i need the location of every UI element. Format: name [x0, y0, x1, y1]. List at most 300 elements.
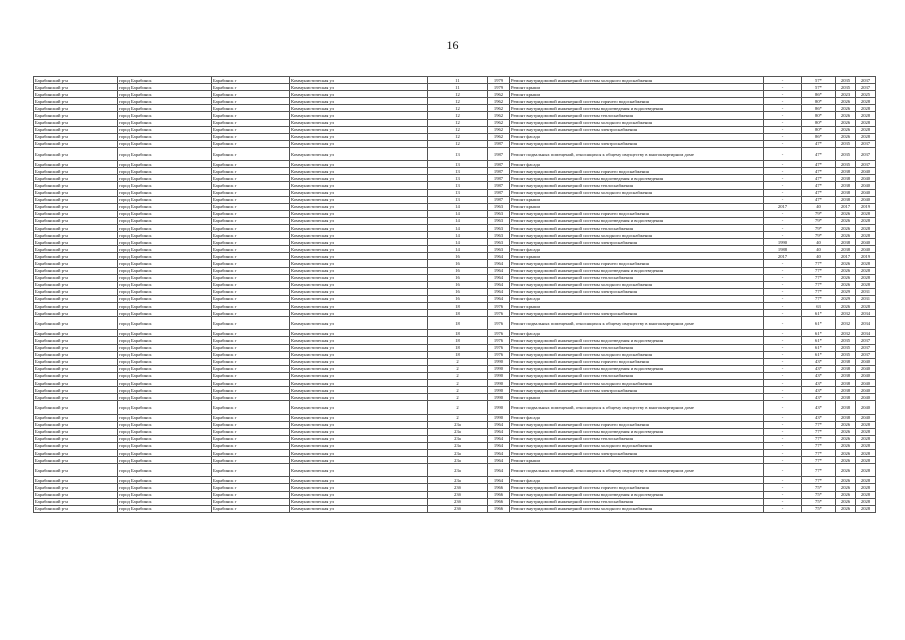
end-year-cell: 2028 — [856, 491, 876, 498]
municipality-cell: город Барабинск — [118, 351, 212, 358]
end-year-cell: 2028 — [856, 217, 876, 224]
work-type-cell: Ремонт внутридомовой инженерной системы водоотведения и водоотведения — [510, 337, 764, 344]
municipality-cell: город Барабинск — [118, 330, 212, 337]
end-year-cell: 2040 — [856, 189, 876, 196]
settlement-cell: Барабинск г — [212, 84, 290, 91]
district-cell: Барабинский р-н — [34, 98, 118, 105]
build-year-cell: 1963 — [488, 224, 510, 231]
last-repair-year-cell: - — [764, 449, 802, 456]
last-repair-year-cell: - — [764, 428, 802, 435]
last-repair-year-cell: - — [764, 224, 802, 231]
table-row — [34, 330, 876, 337]
district-cell: Барабинский р-н — [34, 288, 118, 295]
work-type-cell: Ремонт крыши — [510, 91, 764, 98]
street-cell: Коммунистическая ул — [290, 182, 428, 189]
municipality-cell: город Барабинск — [118, 387, 212, 394]
build-year-cell: 1962 — [488, 126, 510, 133]
table-row — [34, 232, 876, 239]
build-year-cell: 1963 — [488, 203, 510, 210]
district-cell: Барабинский р-н — [34, 267, 118, 274]
build-year-cell: 1976 — [488, 344, 510, 351]
district-cell: Барабинский р-н — [34, 189, 118, 196]
district-cell: Барабинский р-н — [34, 217, 118, 224]
municipality-cell: город Барабинск — [118, 401, 212, 414]
district-cell: Барабинский р-н — [34, 330, 118, 337]
start-year-cell: 2035 — [836, 344, 856, 351]
build-year-cell: 1963 — [488, 232, 510, 239]
wear-cell: 86* — [802, 133, 836, 140]
end-year-cell: 2028 — [856, 126, 876, 133]
build-year-cell: 1987 — [488, 140, 510, 147]
wear-cell: 43* — [802, 365, 836, 372]
last-repair-year-cell: - — [764, 267, 802, 274]
house-number-cell: 23а — [428, 464, 488, 477]
house-number-cell: 2 — [428, 365, 488, 372]
end-year-cell: 2037 — [856, 147, 876, 160]
table-row — [34, 147, 876, 160]
start-year-cell: 2026 — [836, 449, 856, 456]
last-repair-year-cell: - — [764, 260, 802, 267]
end-year-cell: 2028 — [856, 232, 876, 239]
end-year-cell: 2040 — [856, 358, 876, 365]
table-row — [34, 175, 876, 182]
start-year-cell: 2038 — [836, 168, 856, 175]
work-type-cell: Ремонт внутридомовой инженерной системы теплоснабжения — [510, 112, 764, 119]
last-repair-year-cell: - — [764, 344, 802, 351]
table-row — [34, 224, 876, 231]
street-cell: Коммунистическая ул — [290, 253, 428, 260]
end-year-cell: 2040 — [856, 246, 876, 253]
work-type-cell: Ремонт внутридомовой инженерной системы холодного водоснабжения — [510, 119, 764, 126]
table-row — [34, 394, 876, 401]
house-number-cell: 12 — [428, 133, 488, 140]
street-cell: Коммунистическая ул — [290, 310, 428, 317]
settlement-cell: Барабинск г — [212, 182, 290, 189]
table-row — [34, 449, 876, 456]
table-row — [34, 189, 876, 196]
build-year-cell: 1987 — [488, 168, 510, 175]
table-row — [34, 457, 876, 464]
work-type-cell: Ремонт внутридомовой инженерной системы теплоснабжения — [510, 435, 764, 442]
end-year-cell: 2040 — [856, 175, 876, 182]
street-cell: Коммунистическая ул — [290, 491, 428, 498]
last-repair-year-cell: - — [764, 295, 802, 302]
wear-cell: 80* — [802, 112, 836, 119]
wear-cell: 43* — [802, 358, 836, 365]
last-repair-year-cell: - — [764, 161, 802, 168]
settlement-cell: Барабинск г — [212, 217, 290, 224]
end-year-cell: 2028 — [856, 267, 876, 274]
last-repair-year-cell: - — [764, 168, 802, 175]
start-year-cell: 2026 — [836, 435, 856, 442]
work-type-cell: Ремонт внутридомовой инженерной системы электроснабжения — [510, 387, 764, 394]
settlement-cell: Барабинск г — [212, 317, 290, 330]
wear-cell: 86* — [802, 105, 836, 112]
start-year-cell: 2026 — [836, 442, 856, 449]
table-row — [34, 161, 876, 168]
district-cell: Барабинский р-н — [34, 310, 118, 317]
end-year-cell: 2040 — [856, 365, 876, 372]
district-cell: Барабинский р-н — [34, 428, 118, 435]
district-cell: Барабинский р-н — [34, 457, 118, 464]
municipality-cell: город Барабинск — [118, 133, 212, 140]
house-number-cell: 23а — [428, 421, 488, 428]
wear-cell: 47* — [802, 147, 836, 160]
last-repair-year-cell: - — [764, 288, 802, 295]
district-cell: Барабинский р-н — [34, 484, 118, 491]
street-cell: Коммунистическая ул — [290, 428, 428, 435]
municipality-cell: город Барабинск — [118, 337, 212, 344]
start-year-cell: 2026 — [836, 260, 856, 267]
work-type-cell: Ремонт подвальных помещений, относящихся к общему имуществу в многоквартирном доме — [510, 401, 764, 414]
house-number-cell: 13 — [428, 168, 488, 175]
build-year-cell: 1963 — [488, 239, 510, 246]
settlement-cell: Барабинск г — [212, 428, 290, 435]
build-year-cell: 1964 — [488, 267, 510, 274]
house-number-cell: 11 — [428, 77, 488, 84]
build-year-cell: 1962 — [488, 105, 510, 112]
work-type-cell: Ремонт внутридомовой инженерной системы горячего водоснабжения — [510, 358, 764, 365]
street-cell: Коммунистическая ул — [290, 442, 428, 449]
district-cell: Барабинский р-н — [34, 260, 118, 267]
end-year-cell: 2040 — [856, 182, 876, 189]
street-cell: Коммунистическая ул — [290, 260, 428, 267]
last-repair-year-cell: - — [764, 477, 802, 484]
house-number-cell: 23б — [428, 498, 488, 505]
house-number-cell: 16 — [428, 260, 488, 267]
municipality-cell: город Барабинск — [118, 394, 212, 401]
end-year-cell: 2040 — [856, 414, 876, 421]
last-repair-year-cell: - — [764, 91, 802, 98]
build-year-cell: 1963 — [488, 217, 510, 224]
end-year-cell: 2028 — [856, 428, 876, 435]
district-cell: Барабинский р-н — [34, 281, 118, 288]
table-row — [34, 196, 876, 203]
wear-cell: 77* — [802, 288, 836, 295]
municipality-cell: город Барабинск — [118, 239, 212, 246]
end-year-cell: 2031 — [856, 295, 876, 302]
end-year-cell: 2028 — [856, 260, 876, 267]
house-number-cell: 16 — [428, 288, 488, 295]
wear-cell: 77* — [802, 449, 836, 456]
work-type-cell: Ремонт внутридомовой инженерной системы холодного водоснабжения — [510, 380, 764, 387]
build-year-cell: 1987 — [488, 189, 510, 196]
municipality-cell: город Барабинск — [118, 126, 212, 133]
last-repair-year-cell: - — [764, 310, 802, 317]
work-type-cell: Ремонт фасада — [510, 414, 764, 421]
district-cell: Барабинский р-н — [34, 203, 118, 210]
table-row — [34, 210, 876, 217]
wear-cell: 77* — [802, 428, 836, 435]
wear-cell: 77* — [802, 435, 836, 442]
municipality-cell: город Барабинск — [118, 435, 212, 442]
street-cell: Коммунистическая ул — [290, 91, 428, 98]
municipality-cell: город Барабинск — [118, 303, 212, 310]
table-row — [34, 288, 876, 295]
street-cell: Коммунистическая ул — [290, 372, 428, 379]
work-type-cell: Ремонт внутридомовой инженерной системы водоотведения и водоотведения — [510, 175, 764, 182]
build-year-cell: 1990 — [488, 387, 510, 394]
street-cell: Коммунистическая ул — [290, 267, 428, 274]
wear-cell: 43* — [802, 414, 836, 421]
municipality-cell: город Барабинск — [118, 380, 212, 387]
build-year-cell: 1963 — [488, 210, 510, 217]
settlement-cell: Барабинск г — [212, 414, 290, 421]
wear-cell: 77* — [802, 464, 836, 477]
house-number-cell: 13 — [428, 196, 488, 203]
last-repair-year-cell: - — [764, 484, 802, 491]
house-number-cell: 2 — [428, 394, 488, 401]
last-repair-year-cell: - — [764, 505, 802, 512]
build-year-cell: 1987 — [488, 196, 510, 203]
start-year-cell: 2038 — [836, 372, 856, 379]
last-repair-year-cell: - — [764, 380, 802, 387]
district-cell: Барабинский р-н — [34, 274, 118, 281]
end-year-cell: 2028 — [856, 105, 876, 112]
last-repair-year-cell: - — [764, 358, 802, 365]
work-type-cell: Ремонт внутридомовой инженерной системы холодного водоснабжения — [510, 505, 764, 512]
wear-cell: 57* — [802, 84, 836, 91]
street-cell: Коммунистическая ул — [290, 337, 428, 344]
last-repair-year-cell: - — [764, 232, 802, 239]
start-year-cell: 2026 — [836, 421, 856, 428]
settlement-cell: Барабинск г — [212, 232, 290, 239]
end-year-cell: 2037 — [856, 77, 876, 84]
house-number-cell: 23б — [428, 505, 488, 512]
settlement-cell: Барабинск г — [212, 112, 290, 119]
table-row — [34, 133, 876, 140]
build-year-cell: 1966 — [488, 484, 510, 491]
district-cell: Барабинский р-н — [34, 505, 118, 512]
last-repair-year-cell: - — [764, 372, 802, 379]
street-cell: Коммунистическая ул — [290, 457, 428, 464]
table-row — [34, 140, 876, 147]
last-repair-year-cell: - — [764, 175, 802, 182]
build-year-cell: 1990 — [488, 372, 510, 379]
start-year-cell: 2038 — [836, 401, 856, 414]
build-year-cell: 1962 — [488, 119, 510, 126]
settlement-cell: Барабинск г — [212, 358, 290, 365]
house-number-cell: 12 — [428, 112, 488, 119]
table-row — [34, 498, 876, 505]
street-cell: Коммунистическая ул — [290, 210, 428, 217]
municipality-cell: город Барабинск — [118, 175, 212, 182]
district-cell: Барабинский р-н — [34, 477, 118, 484]
start-year-cell: 2017 — [836, 253, 856, 260]
house-number-cell: 14 — [428, 224, 488, 231]
last-repair-year-cell: 2017 — [764, 203, 802, 210]
municipality-cell: город Барабинск — [118, 182, 212, 189]
last-repair-year-cell: - — [764, 140, 802, 147]
table-row — [34, 435, 876, 442]
municipality-cell: город Барабинск — [118, 161, 212, 168]
district-cell: Барабинский р-н — [34, 394, 118, 401]
table-row — [34, 203, 876, 210]
last-repair-year-cell: - — [764, 330, 802, 337]
settlement-cell: Барабинск г — [212, 253, 290, 260]
settlement-cell: Барабинск г — [212, 168, 290, 175]
municipality-cell: город Барабинск — [118, 232, 212, 239]
house-number-cell: 14 — [428, 232, 488, 239]
work-type-cell: Ремонт фасада — [510, 133, 764, 140]
build-year-cell: 1964 — [488, 435, 510, 442]
house-number-cell: 18 — [428, 344, 488, 351]
start-year-cell: 2026 — [836, 457, 856, 464]
table-row — [34, 105, 876, 112]
district-cell: Барабинский р-н — [34, 77, 118, 84]
house-number-cell: 13 — [428, 189, 488, 196]
wear-cell: 75* — [802, 498, 836, 505]
start-year-cell: 2038 — [836, 414, 856, 421]
municipality-cell: город Барабинск — [118, 267, 212, 274]
start-year-cell: 2026 — [836, 126, 856, 133]
municipality-cell: город Барабинск — [118, 189, 212, 196]
house-number-cell: 2 — [428, 414, 488, 421]
wear-cell: 77* — [802, 295, 836, 302]
table-row — [34, 281, 876, 288]
district-cell: Барабинский р-н — [34, 224, 118, 231]
wear-cell: 77* — [802, 274, 836, 281]
house-number-cell: 23а — [428, 428, 488, 435]
district-cell: Барабинский р-н — [34, 421, 118, 428]
last-repair-year-cell: - — [764, 394, 802, 401]
end-year-cell: 2028 — [856, 133, 876, 140]
work-type-cell: Ремонт фасада — [510, 295, 764, 302]
municipality-cell: город Барабинск — [118, 288, 212, 295]
end-year-cell: 2034 — [856, 310, 876, 317]
municipality-cell: город Барабинск — [118, 98, 212, 105]
work-type-cell: Ремонт внутридомовой инженерной системы холодного водоснабжения — [510, 77, 764, 84]
district-cell: Барабинский р-н — [34, 414, 118, 421]
last-repair-year-cell: 1990 — [764, 239, 802, 246]
street-cell: Коммунистическая ул — [290, 449, 428, 456]
district-cell: Барабинский р-н — [34, 253, 118, 260]
district-cell: Барабинский р-н — [34, 387, 118, 394]
settlement-cell: Барабинск г — [212, 442, 290, 449]
street-cell: Коммунистическая ул — [290, 421, 428, 428]
work-type-cell: Ремонт внутридомовой инженерной системы теплоснабжения — [510, 182, 764, 189]
wear-cell: 61* — [802, 317, 836, 330]
settlement-cell: Барабинск г — [212, 288, 290, 295]
end-year-cell: 2028 — [856, 505, 876, 512]
settlement-cell: Барабинск г — [212, 98, 290, 105]
end-year-cell: 2034 — [856, 330, 876, 337]
street-cell: Коммунистическая ул — [290, 112, 428, 119]
street-cell: Коммунистическая ул — [290, 358, 428, 365]
page-number: 16 — [446, 38, 459, 52]
street-cell: Коммунистическая ул — [290, 435, 428, 442]
street-cell: Коммунистическая ул — [290, 119, 428, 126]
table-row — [34, 421, 876, 428]
wear-cell: 61* — [802, 344, 836, 351]
build-year-cell: 1966 — [488, 498, 510, 505]
table-row — [34, 387, 876, 394]
district-cell: Барабинский р-н — [34, 317, 118, 330]
end-year-cell: 2034 — [856, 317, 876, 330]
work-type-cell: Ремонт внутридомовой инженерной системы водоотведения и водоотведения — [510, 428, 764, 435]
settlement-cell: Барабинск г — [212, 464, 290, 477]
street-cell: Коммунистическая ул — [290, 105, 428, 112]
build-year-cell: 1979 — [488, 77, 510, 84]
work-type-cell: Ремонт крыши — [510, 303, 764, 310]
wear-cell: 79* — [802, 232, 836, 239]
street-cell: Коммунистическая ул — [290, 203, 428, 210]
build-year-cell: 1976 — [488, 303, 510, 310]
build-year-cell: 1976 — [488, 337, 510, 344]
build-year-cell: 1976 — [488, 330, 510, 337]
house-number-cell: 13 — [428, 161, 488, 168]
municipality-cell: город Барабинск — [118, 246, 212, 253]
municipality-cell: город Барабинск — [118, 84, 212, 91]
settlement-cell: Барабинск г — [212, 246, 290, 253]
municipality-cell: город Барабинск — [118, 105, 212, 112]
house-number-cell: 18 — [428, 337, 488, 344]
street-cell: Коммунистическая ул — [290, 77, 428, 84]
build-year-cell: 1990 — [488, 358, 510, 365]
house-number-cell: 23а — [428, 477, 488, 484]
end-year-cell: 2028 — [856, 119, 876, 126]
settlement-cell: Барабинск г — [212, 344, 290, 351]
street-cell: Коммунистическая ул — [290, 330, 428, 337]
work-type-cell: Ремонт внутридомовой инженерной системы холодного водоснабжения — [510, 281, 764, 288]
start-year-cell: 2026 — [836, 133, 856, 140]
municipality-cell: город Барабинск — [118, 449, 212, 456]
end-year-cell: 2040 — [856, 380, 876, 387]
capital-repair-table — [33, 76, 876, 513]
work-type-cell: Ремонт внутридомовой инженерной системы холодного водоснабжения — [510, 189, 764, 196]
district-cell: Барабинский р-н — [34, 365, 118, 372]
last-repair-year-cell: - — [764, 274, 802, 281]
district-cell: Барабинский р-н — [34, 168, 118, 175]
district-cell: Барабинский р-н — [34, 491, 118, 498]
build-year-cell: 1987 — [488, 147, 510, 160]
municipality-cell: город Барабинск — [118, 317, 212, 330]
work-type-cell: Ремонт подвальных помещений, относящихся к общему имуществу в многоквартирном доме — [510, 464, 764, 477]
table-row — [34, 428, 876, 435]
last-repair-year-cell: - — [764, 464, 802, 477]
work-type-cell: Ремонт фасада — [510, 246, 764, 253]
work-type-cell: Ремонт внутридомовой инженерной системы горячего водоснабжения — [510, 98, 764, 105]
settlement-cell: Барабинск г — [212, 380, 290, 387]
build-year-cell: 1990 — [488, 394, 510, 401]
wear-cell: 47* — [802, 196, 836, 203]
settlement-cell: Барабинск г — [212, 449, 290, 456]
table-row — [34, 274, 876, 281]
end-year-cell: 2028 — [856, 224, 876, 231]
end-year-cell: 2028 — [856, 464, 876, 477]
table-row — [34, 491, 876, 498]
last-repair-year-cell: - — [764, 387, 802, 394]
settlement-cell: Барабинск г — [212, 224, 290, 231]
work-type-cell: Ремонт подвальных помещений, относящихся к общему имуществу в многоквартирном доме — [510, 147, 764, 160]
municipality-cell: город Барабинск — [118, 428, 212, 435]
work-type-cell: Ремонт внутридомовой инженерной системы водоотведения и водоотведения — [510, 267, 764, 274]
settlement-cell: Барабинск г — [212, 295, 290, 302]
start-year-cell: 2026 — [836, 484, 856, 491]
work-type-cell: Ремонт внутридомовой инженерной системы горячего водоснабжения — [510, 421, 764, 428]
municipality-cell: город Барабинск — [118, 484, 212, 491]
house-number-cell: 16 — [428, 267, 488, 274]
house-number-cell: 14 — [428, 246, 488, 253]
district-cell: Барабинский р-н — [34, 435, 118, 442]
district-cell: Барабинский р-н — [34, 246, 118, 253]
street-cell: Коммунистическая ул — [290, 464, 428, 477]
settlement-cell: Барабинск г — [212, 210, 290, 217]
last-repair-year-cell: - — [764, 133, 802, 140]
build-year-cell: 1964 — [488, 260, 510, 267]
last-repair-year-cell: - — [764, 147, 802, 160]
table-row — [34, 484, 876, 491]
